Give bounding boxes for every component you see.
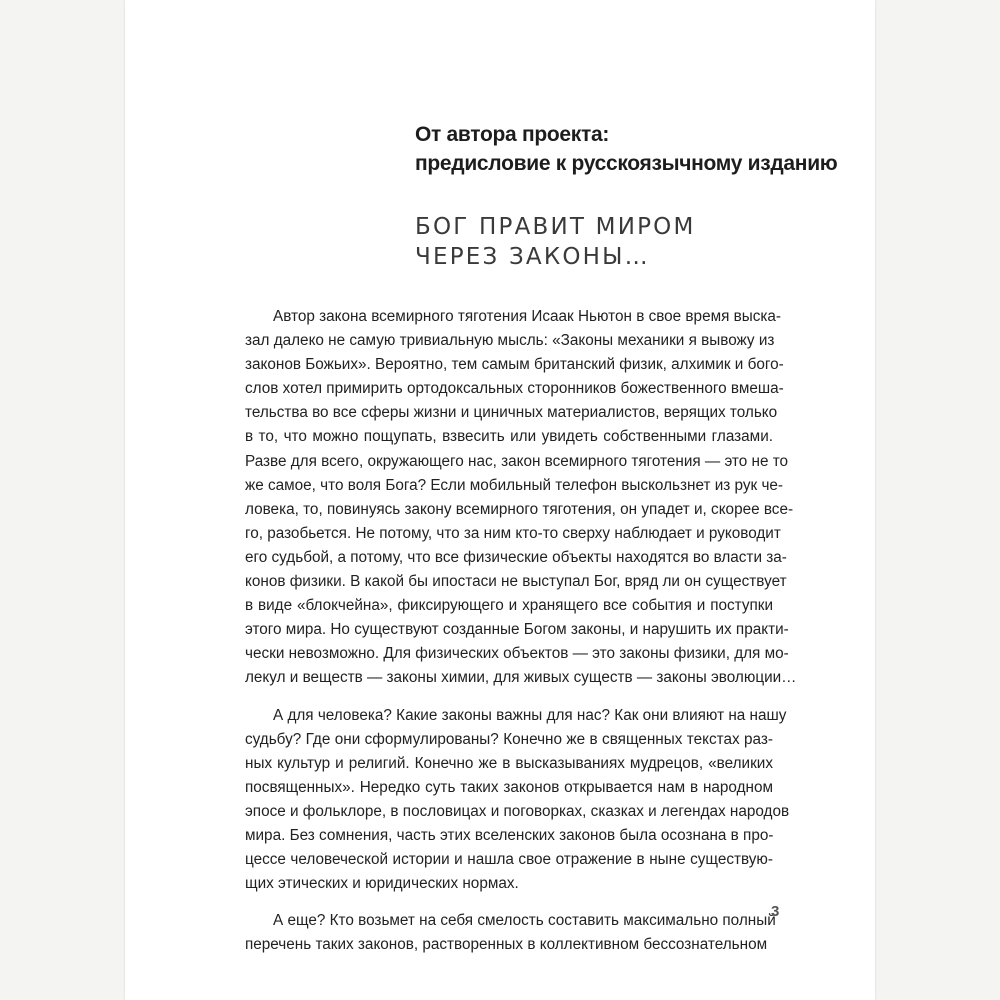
text-line: в то, что можно пощупать, взвесить или увидеть собственными глазами. (245, 428, 773, 446)
text-line: судьбу? Где они сформулированы? Конечно же в священных текстах раз- (245, 730, 773, 748)
text-line: конов физики. В какой бы ипостаси не выступал Бог, вряд ли он существует (245, 573, 787, 591)
section-heading-line-2: предисловие к русскоязычному изданию (415, 152, 838, 175)
text-line: мира. Без сомнения, часть этих вселенских законов была осознана в про- (245, 826, 774, 844)
paragraph (245, 305, 797, 691)
text-line: чески невозможно. Для физических объектов — это законы физики, для мо- (245, 645, 789, 663)
text-line: же самое, что воля Бога? Если мобильный телефон выскользнет из рук че- (245, 476, 784, 494)
chapter-title-line-2: ЧЕРЕЗ ЗАКОНЫ… (415, 244, 650, 270)
chapter-title (415, 212, 696, 272)
text-line: Разве для всего, окружающего нас, закон всемирного тяготения — это не то (245, 452, 789, 470)
text-line: ных культур и религий. Конечно же в высказываниях мудрецов, «великих (245, 754, 773, 772)
text-line: ловека, то, повинуясь закону всемирного тяготения, он упадет и, скорее все- (245, 500, 794, 518)
page-number: 3 (771, 903, 780, 920)
text-line: законов Божьих». Вероятно, тем самым британский физик, алхимик и бого- (245, 356, 784, 374)
section-heading (415, 120, 837, 178)
text-line: перечень таких законов, растворенных в коллективном бессознательном (245, 936, 768, 954)
text-line: лекул и веществ — законы химии, для живых существ — законы эволюции… (245, 669, 797, 687)
text-line: А для человека? Какие законы важны для нас? Как они влияют на нашу (273, 706, 787, 724)
chapter-title-line-1: БОГ ПРАВИТ МИРОМ (415, 214, 696, 240)
text-line: го, разобьется. Не потому, что за ним кто-то сверху наблюдает и руководит (245, 524, 781, 542)
text-line: слов хотел примирить ортодоксальных сторонников божественного вмеша- (245, 380, 784, 398)
text-line: цессе человеческой истории и нашла свое отражение в ныне существую- (245, 851, 773, 869)
text-line: зал далеко не самую тривиальную мысль: «Законы механики я вывожу из (245, 332, 775, 350)
section-heading-line-1: От автора проекта: (415, 123, 610, 146)
text-line: его судьбой, а потому, что все физические объекты находятся во власти за- (245, 548, 787, 566)
text-line: этого мира. Но существуют созданные Богом законы, и нарушить их практи- (245, 621, 789, 639)
text-line: Автор закона всемирного тяготения Исаак Ньютон в свое время выска- (273, 308, 782, 325)
text-line: щих этических и юридических нормах. (245, 875, 519, 893)
text-line: в виде «блокчейна», фиксирующего и хранящего все события и поступки (245, 597, 773, 615)
paragraph (245, 704, 790, 897)
text-line: тельства во все сферы жизни и циничных материалистов, верящих только (245, 404, 778, 422)
text-line: посвященных». Нередко суть таких законов открывается нам в народном (245, 778, 773, 796)
paragraph (245, 909, 776, 957)
text-line: эпосе и фольклоре, в пословицах и поговорках, сказках и легендах народов (245, 802, 790, 820)
body-text (245, 305, 797, 970)
text-line: А еще? Кто возьмет на себя смелость составить максимально полный (273, 912, 776, 930)
